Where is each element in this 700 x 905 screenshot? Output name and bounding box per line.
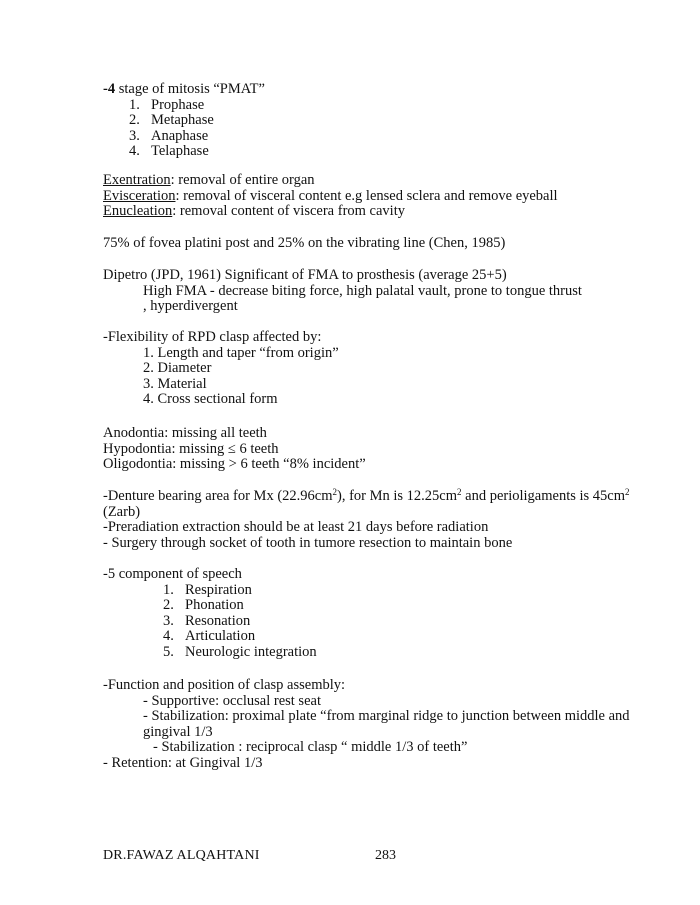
list-item: Anodontia: missing all teeth: [103, 425, 267, 441]
mitosis-section: [103, 82, 663, 160]
list-item: 1. Length and taper “from origin”: [143, 344, 339, 361]
list-item: 5. Neurologic integration: [163, 643, 317, 660]
list-item: 2. Phonation: [163, 597, 244, 614]
list-item: 4. Articulation: [163, 628, 256, 645]
list-item: 3. Material: [143, 375, 207, 392]
dontia-section: [103, 426, 663, 473]
list-item: Exentration: removal of entire organ: [103, 172, 315, 188]
speech-section: -5 component of speech 1. Respiration 2. Phonation 3. Resonation 4. Articulation 5. Neurologic integration: [103, 567, 663, 661]
page-number: 283: [375, 848, 396, 863]
mitosis-title: -4 stage of mitosis “PMAT”: [103, 81, 265, 97]
list-item: Enucleation: removal content of viscera from cavity: [103, 203, 405, 220]
list-item: 1. Respiration: [163, 581, 252, 598]
clasp-flexibility-section: -Flexibility of RPD clasp affected by: 1. Length and taper “from origin” 2. Diameter 3. Material 4. Cross sectional form: [103, 330, 663, 408]
list-item: 4. Telaphase: [129, 143, 209, 160]
list-item: 2. Metaphase: [129, 112, 214, 129]
fovea-note: 75% of fovea platini post and 25% on the vibrating line (Chen, 1985): [103, 235, 506, 251]
list-item: 1. Prophase: [129, 96, 205, 113]
list-item: Oligodontia: missing > 6 teeth “8% incident”: [103, 456, 366, 473]
list-item: 3. Resonation: [163, 612, 251, 629]
list-item: 4. Cross sectional form: [143, 391, 278, 408]
list-item: Hypodontia: missing ≤ 6 teeth: [103, 440, 279, 457]
clasp-assembly-section: -Function and position of clasp assembly: - Supportive: occlusal rest seat - Stabilization: proximal plate “from marginal ridge to junction between middle and gingival 1/3 - Stabilization : reciprocal clasp “ middle 1/3 of teeth” - Retention: at Gingival 1/3: [103, 677, 630, 771]
removal-section: [103, 173, 663, 220]
dipetro-section: Dipetro (JPD, 1961) Significant of FMA to prosthesis (average 25+5) High FMA - decrease biting force, high palatal vault, prone to tongue thrust , hyperdivergent: [103, 267, 582, 315]
list-item: 2. Diameter: [143, 360, 212, 377]
denture-area-line: -Denture bearing area for Mx $(22.96cm^2)$, for Mn is $12.25cm^2$ and perioligaments is $45cm^2$: [103, 487, 630, 504]
footer-author: DR.FAWAZ ALQAHTANI: [103, 848, 260, 863]
denture-section: -Denture bearing area for Mx $(22.96cm^2)$, for Mn is $12.25cm^2$ and perioligaments is $45cm^2$ (Zarb) -Preradiation extraction should be at least 21 days before radiation - Surgery through socket of tooth in tumore resection to maintain bone: [103, 489, 663, 551]
list-item: Evisceration: removal of visceral content e.g lensed sclera and remove eyeball: [103, 187, 558, 204]
list-item: 3. Anaphase: [129, 127, 209, 144]
